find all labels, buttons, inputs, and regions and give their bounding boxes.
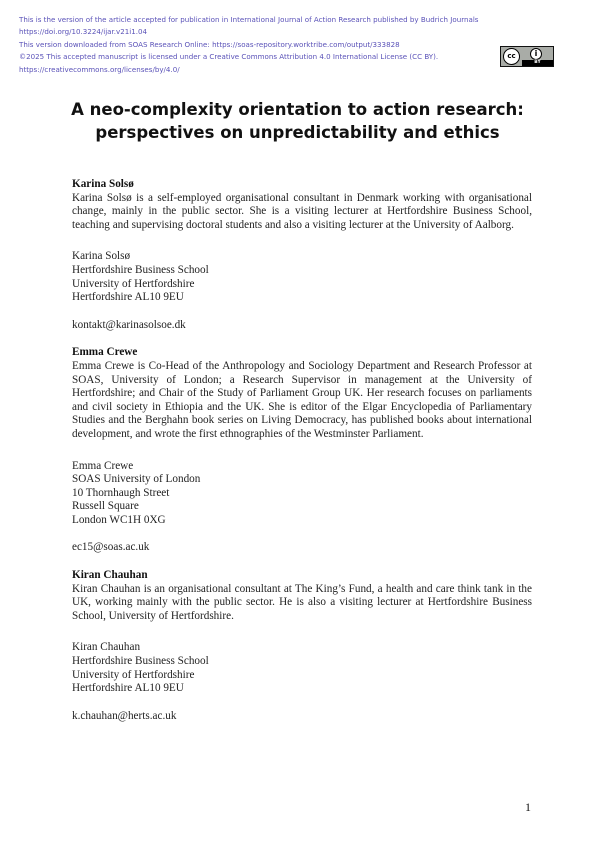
address-line: London WC1H 0XG — [72, 513, 166, 526]
author-email[interactable]: k.chauhan@herts.ac.uk — [72, 709, 177, 722]
banner-license-note: ©2025 This accepted manuscript is licensed under a Creative Commons Attribution 4.0 International License (CC BY). — [19, 52, 439, 62]
author-name: Kiran Chauhan — [72, 569, 148, 582]
address-line: Hertfordshire Business School — [72, 655, 209, 668]
address-line: 10 Thornhaugh Street — [72, 486, 170, 499]
cc-by-license-icon[interactable] — [500, 46, 554, 67]
author-block-crewe — [72, 346, 532, 555]
author-bio: Kiran Chauhan is an organisational consultant at The King’s Fund, a health and care think tank in the UK, working mainly with the public sector. He is also a visiting lecturer at Hertfordshire Business School, University of Hertfordshire. — [72, 582, 532, 622]
author-name: Emma Crewe — [72, 346, 138, 359]
author-email[interactable]: kontakt@karinasolsoe.dk — [72, 318, 186, 331]
author-section — [72, 178, 532, 723]
address-line: Russell Square — [72, 500, 139, 513]
article-title — [0, 98, 595, 144]
author-address — [72, 641, 532, 695]
author-name: Karina Solsø — [72, 178, 134, 190]
banner-doi-link[interactable]: https://doi.org/10.3224/ijar.v21i1.04 — [19, 27, 148, 37]
address-line: Hertfordshire AL10 9EU — [72, 291, 184, 304]
author-bio: Emma Crewe is Co-Head of the Anthropology and Sociology Department and Research Professor at SOAS, University of London; a Research Supervisor in management at the University of Hertfordshire; and Chair of the Study of Parliament Group UK. Her research focuses on parliaments and civil society in Ethiopia and the UK. She is editor of the Elgar Encyclopedia of Parliamentary Studies and the Berghahn book series on Living Democracy, has published books about international development, and wrote the first ethnographies of the Westminster Parliament. — [72, 359, 532, 440]
page-number: 1 — [525, 800, 531, 814]
address-line: Hertfordshire AL10 9EU — [72, 682, 184, 695]
address-line: Hertfordshire Business School — [72, 263, 209, 276]
address-line: University of Hertfordshire — [72, 277, 195, 290]
by-label: BY — [534, 60, 541, 65]
title-line-2: perspectives on unpredictability and ethics — [95, 123, 500, 142]
cc-icon: cc — [503, 48, 520, 65]
banner-license-link[interactable]: https://creativecommons.org/licenses/by/4.0/ — [19, 64, 180, 74]
author-block-solso — [72, 178, 532, 332]
address-line: University of Hertfordshire — [72, 668, 195, 681]
address-line: SOAS University of London — [72, 473, 201, 486]
author-bio: Karina Solsø is a self-employed organisational consultant in Denmark working with organisational change, mainly in the public sector. She is a visiting lecturer at Hertfordshire Business School, teaching and supervising doctoral students and also a visiting lecturer at the University of Aalborg. — [72, 191, 532, 231]
address-line: Emma Crewe — [72, 459, 134, 472]
banner-repository-note: This version downloaded from SOAS Research Online: https://soas-repository.worktribe.com/output/333828 — [19, 39, 400, 49]
author-address — [72, 250, 532, 304]
address-line: Karina Solsø — [72, 250, 131, 263]
title-line-1: A neo-complexity orientation to action research: — [71, 100, 524, 119]
banner-publication-note: This is the version of the article accepted for publication in International Journal of Action Research published by Budrich Journals — [19, 15, 479, 24]
address-line: Kiran Chauhan — [72, 641, 141, 654]
license-banner — [19, 14, 539, 76]
attribution-icon: i — [530, 48, 542, 60]
author-block-chauhan — [72, 569, 532, 723]
author-email[interactable]: ec15@soas.ac.uk — [72, 541, 150, 554]
author-address — [72, 460, 532, 528]
